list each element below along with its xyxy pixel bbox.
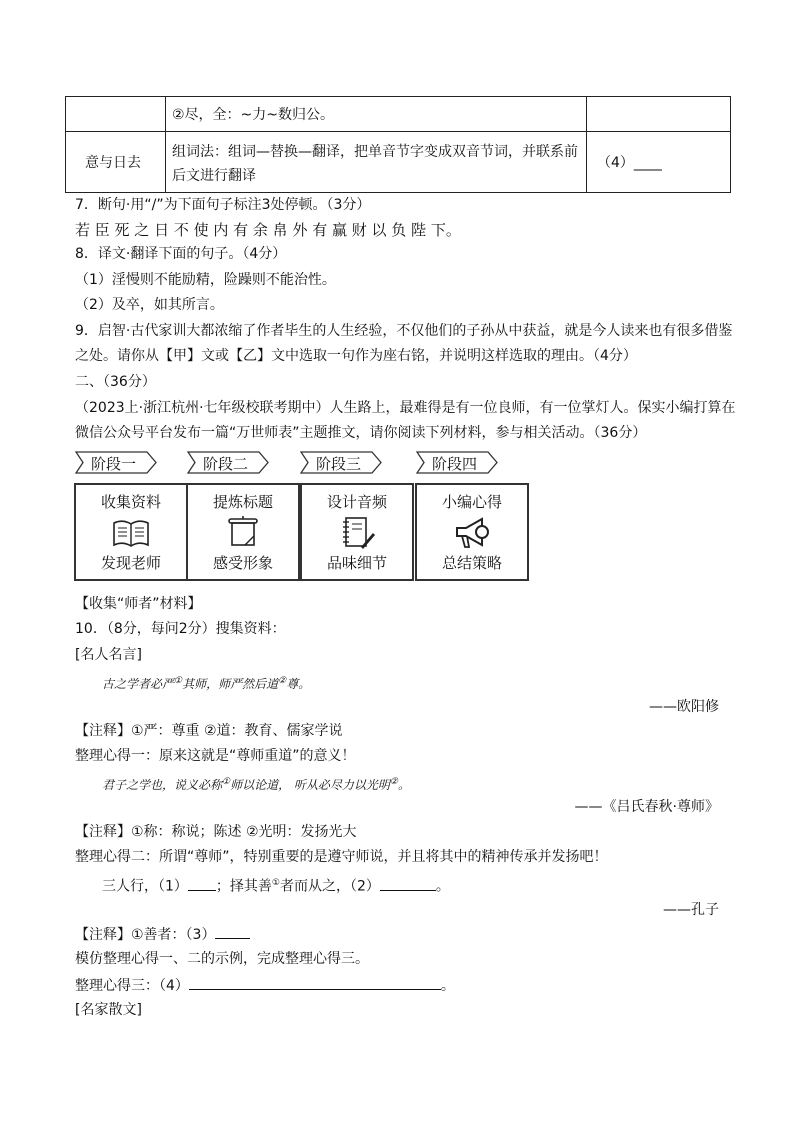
stage-card-top: 小编心得 <box>441 493 502 511</box>
stage-card-bottom: 发现老师 <box>100 554 161 572</box>
note1: 【注释】①严：尊重 ②道：教育、儒家学说 <box>75 723 343 739</box>
note3: 【注释】①善者：（3） <box>75 924 250 945</box>
insight3: 整理心得三：（4） 。 <box>75 975 455 996</box>
blank-3[interactable] <box>215 924 250 939</box>
notebook-pen-icon <box>337 515 377 551</box>
insight1: 整理心得一：原来这就是“尊师重道”的意义！ <box>75 748 356 764</box>
table-cell-meaning: ②尽，全：~力~数归公。 <box>172 107 335 123</box>
stage-card-2 <box>186 483 300 581</box>
stage-card-top: 收集资料 <box>100 493 161 511</box>
stage-card-top: 设计音频 <box>326 493 387 511</box>
table-cell-method-line2: 后文进行翻译 <box>172 168 256 184</box>
section2-heading: 二、（36分） <box>75 374 156 390</box>
q10-title: 10．（8分，每问2分）搜集资料： <box>75 621 286 637</box>
stage-card-1 <box>74 483 188 581</box>
stage-tab-label: 阶段二 <box>203 455 249 473</box>
imitate-instruction: 模仿整理心得一、二的示例，完成整理心得三。 <box>75 951 369 967</box>
insight2: 整理心得二：所谓“尊师”，特别重要的是遵守师说，并且将其中的精神传承并发扬吧！ <box>75 849 608 865</box>
quote1: 古之学者必严①其师，师严然后道②尊。 <box>102 676 311 691</box>
q8-item1: （1）淫慢则不能励精，险躁则不能治性。 <box>75 272 336 288</box>
table-col-divider <box>165 97 166 192</box>
stage-tab-2 <box>187 451 269 474</box>
book-icon <box>111 515 151 551</box>
quote3-author: ——孔子 <box>663 902 719 918</box>
stage-card-top: 提炼标题 <box>212 493 273 511</box>
blank-2[interactable] <box>380 876 436 891</box>
q8-title: 8．译文·翻译下面的句子。（4分） <box>75 246 287 262</box>
section2-intro1: （2023上·浙江杭州·七年级校联考期中）人生路上，最难得是有一位良师，有一位掌灯人。保实小编打算在 <box>75 400 736 416</box>
stage-card-bottom: 品味细节 <box>326 554 387 572</box>
blank-1[interactable] <box>188 876 216 891</box>
quote2: 君子之学也，说义必称①师以论道， 听从必尽力以光明②。 <box>102 777 411 792</box>
q9-line1: 9．启智·古代家训大都浓缩了作者毕生的人生经验，不仅他们的子孙从中获益，就是今人读来也有很多借鉴 <box>75 323 733 339</box>
board-icon <box>223 515 263 551</box>
stage-card-bottom: 感受形象 <box>212 554 273 572</box>
table-cell-term: 意与日去 <box>85 155 141 171</box>
stage-tab-label: 阶段四 <box>432 455 478 473</box>
stage-tab-1 <box>75 451 157 474</box>
essay-label: [名家散文] <box>75 1002 142 1018</box>
famous-quotes-label: [名人名言] <box>75 647 142 663</box>
stage-card-bottom: 总结策略 <box>441 554 502 572</box>
quote3: 三人行，（1） ；择其善①者而从之，（2） 。 <box>102 873 450 897</box>
megaphone-icon <box>452 515 492 551</box>
section2-intro2: 微信公众号平台发布一篇“万世师表”主题推文，请你阅读下列材料，参与相关活动。（36分） <box>75 425 647 441</box>
q9-line2: 之处。请你从【甲】文或【乙】文中选取一句作为座右铭，并说明这样选取的理由。（4分） <box>75 348 637 364</box>
stage-tab-3 <box>300 451 382 474</box>
collect-heading: 【收集“师者”材料】 <box>75 596 202 612</box>
stage-card-4 <box>415 483 529 581</box>
q7-title: 7．断句·用“/”为下面句子标注3处停顿。（3分） <box>75 197 371 213</box>
stage-tab-4 <box>416 451 498 474</box>
stage-card-3 <box>300 483 414 581</box>
stage-tab-label: 阶段三 <box>316 455 362 473</box>
table-cell-answer: （4）____ <box>597 155 662 171</box>
stage-tab-label: 阶段一 <box>91 455 137 473</box>
table-cell-method-line1: 组词法：组词—替换—翻译，把单音节字变成双音节词，并联系前 <box>172 144 578 160</box>
blank-4[interactable] <box>189 975 441 990</box>
quote2-author: ——《吕氏春秋·尊师》 <box>574 799 719 815</box>
quote1-author: ——欧阳修 <box>649 699 719 715</box>
note2: 【注释】①称：称说；陈述 ②光明：发扬光大 <box>75 824 357 840</box>
table-col-divider <box>586 97 587 192</box>
q7-sentence: 若 臣 死 之 日 不 使 内 有 余 帛 外 有 赢 财 以 负 陛 下。 <box>75 221 461 239</box>
q8-item2: （2）及卒，如其所言。 <box>75 297 224 313</box>
